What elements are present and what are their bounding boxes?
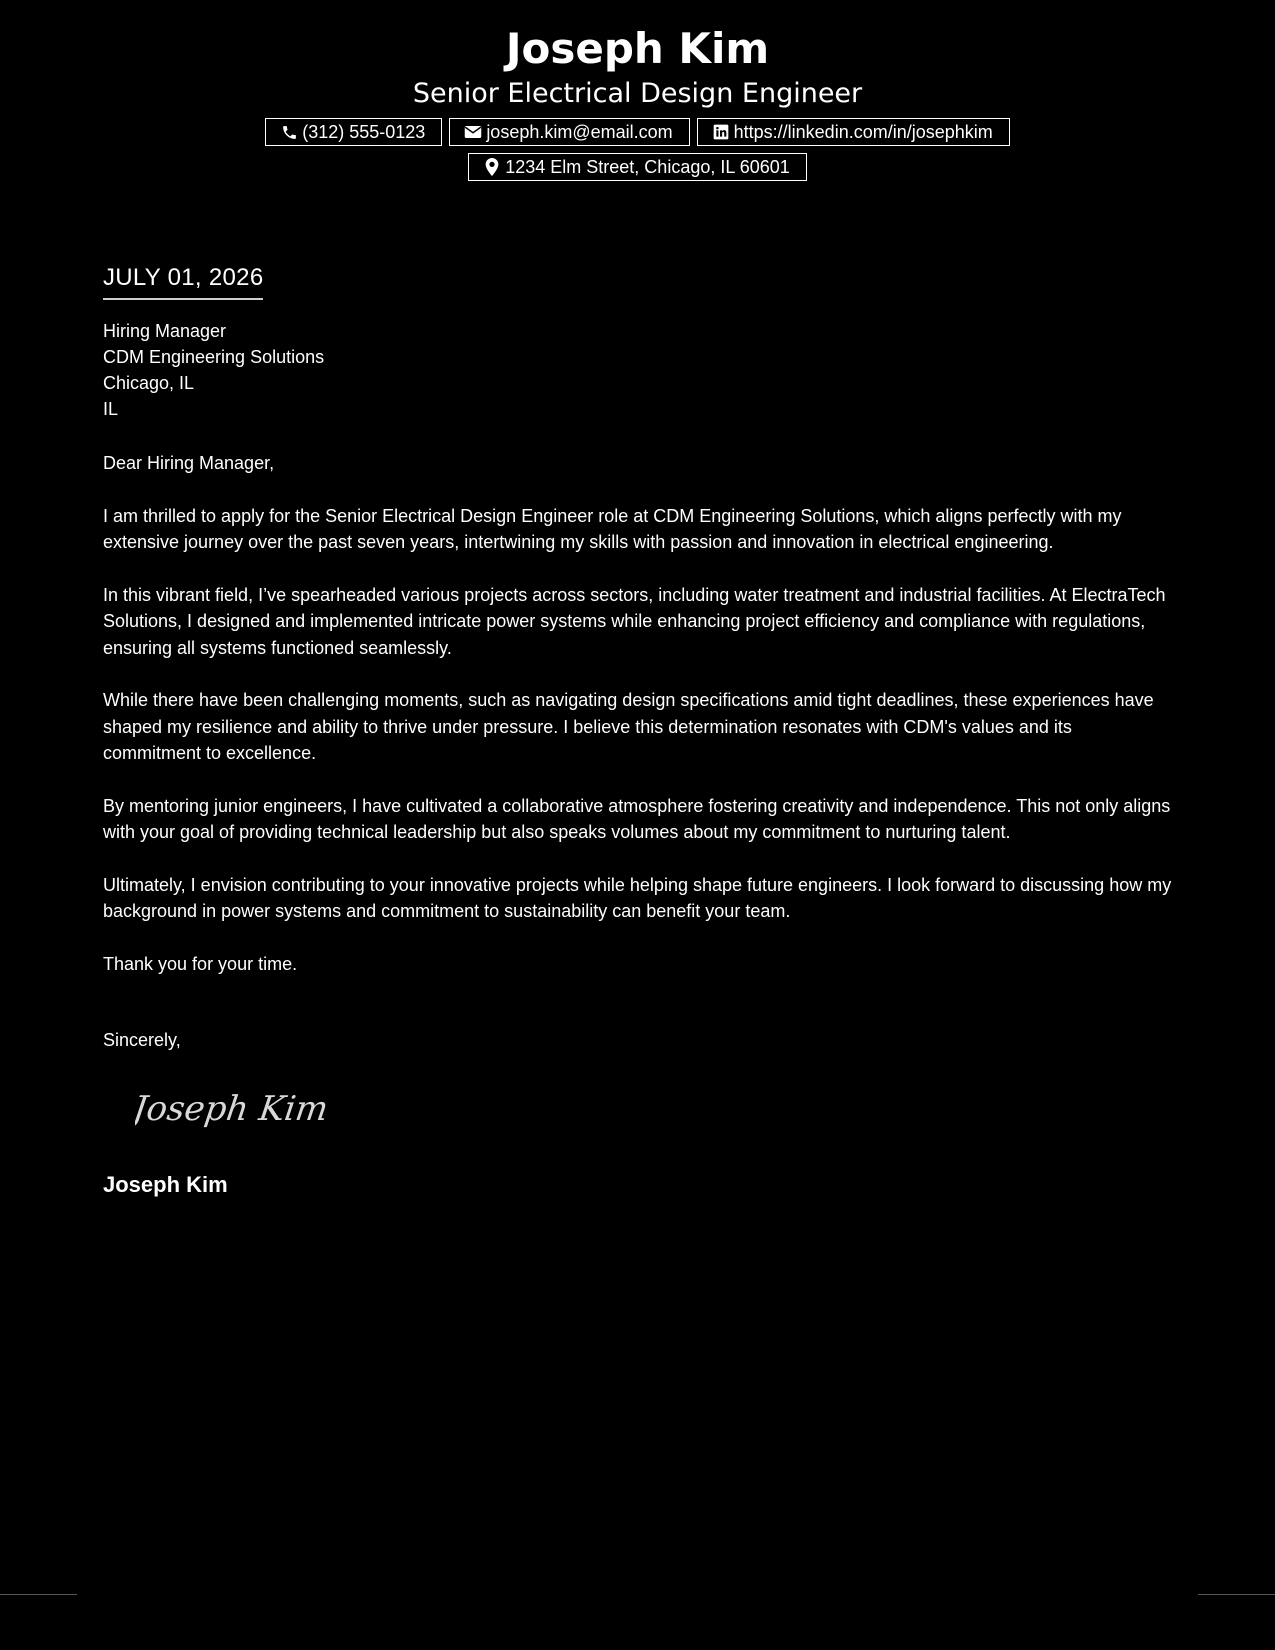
recipient-line: IL xyxy=(103,399,119,419)
address-text: 1234 Elm Street, Chicago, IL 60601 xyxy=(505,156,790,177)
salutation: Dear Hiring Manager, xyxy=(103,453,275,473)
phone-contact[interactable] xyxy=(265,118,442,146)
recipient-line: Chicago, IL xyxy=(103,373,195,393)
footer-rule-left xyxy=(0,1594,77,1595)
signer-name: Joseph Kim xyxy=(103,1172,228,1197)
applicant-title: Senior Electrical Design Engineer xyxy=(412,78,863,109)
closing: Sincerely, xyxy=(103,1030,181,1050)
recipient-line: CDM Engineering Solutions xyxy=(103,347,325,367)
body-paragraph: While there have been challenging moments, such as navigating design specifications amid tight deadlines, these experiences have shaped my resilience and ability to thrive under pressure. I believe this determination resonates with CDM's values and its commitment to excellence. xyxy=(103,690,1154,763)
email-contact[interactable] xyxy=(449,118,689,146)
phone-text: (312) 555-0123 xyxy=(302,121,426,142)
recipient-block xyxy=(103,318,1173,422)
applicant-name: Joseph Kim xyxy=(505,24,770,73)
linkedin-icon xyxy=(712,123,730,141)
body-paragraph: In this vibrant field, I’ve spearheaded various projects across sectors, including water treatment and industrial facilities. At ElectraTech Solutions, I designed and implemented intricate power systems while enhancing project efficiency and compliance with regulations, ensuring all systems functioned seamlessly. xyxy=(103,584,1166,658)
cover-letter-body xyxy=(103,262,1173,1199)
email-text: joseph.kim@email.com xyxy=(486,121,673,142)
linkedin-text: https://linkedin.com/in/josephkim xyxy=(733,121,993,142)
body-paragraph: I am thrilled to apply for the Senior Electrical Design Engineer role at CDM Engineering Solutions, which aligns perfectly with my extensive journey over the past seven years, intertwining my skills with passion and innovation in electrical engineering. xyxy=(103,505,1122,552)
address-contact[interactable] xyxy=(468,153,807,181)
footer-rule-right xyxy=(1198,1594,1275,1595)
contact-row-address xyxy=(0,153,1275,181)
contact-row xyxy=(0,118,1275,146)
handwritten-signature xyxy=(135,1082,335,1134)
body-paragraph: By mentoring junior engineers, I have cultivated a collaborative atmosphere fostering creativity and independence. This not only aligns with your goal of providing technical leadership but also speaks volumes about my commitment to nurturing talent. xyxy=(103,795,1171,842)
recipient-line: Hiring Manager xyxy=(103,321,227,341)
resume-header xyxy=(0,20,1275,181)
letter-date: JULY 01, 2026 xyxy=(103,262,263,300)
linkedin-contact[interactable] xyxy=(697,118,1010,146)
phone-icon xyxy=(280,123,298,141)
signature-glyphs: Joseph Kim xyxy=(135,1088,331,1129)
envelope-icon xyxy=(464,123,482,141)
body-paragraph: Thank you for your time. xyxy=(103,953,298,974)
map-marker-icon xyxy=(483,158,501,176)
body-paragraph: Ultimately, I envision contributing to your innovative projects while helping shape future engineers. I look forward to discussing how my background in power systems and commitment to sustainability can benefit your team. xyxy=(103,874,1172,921)
